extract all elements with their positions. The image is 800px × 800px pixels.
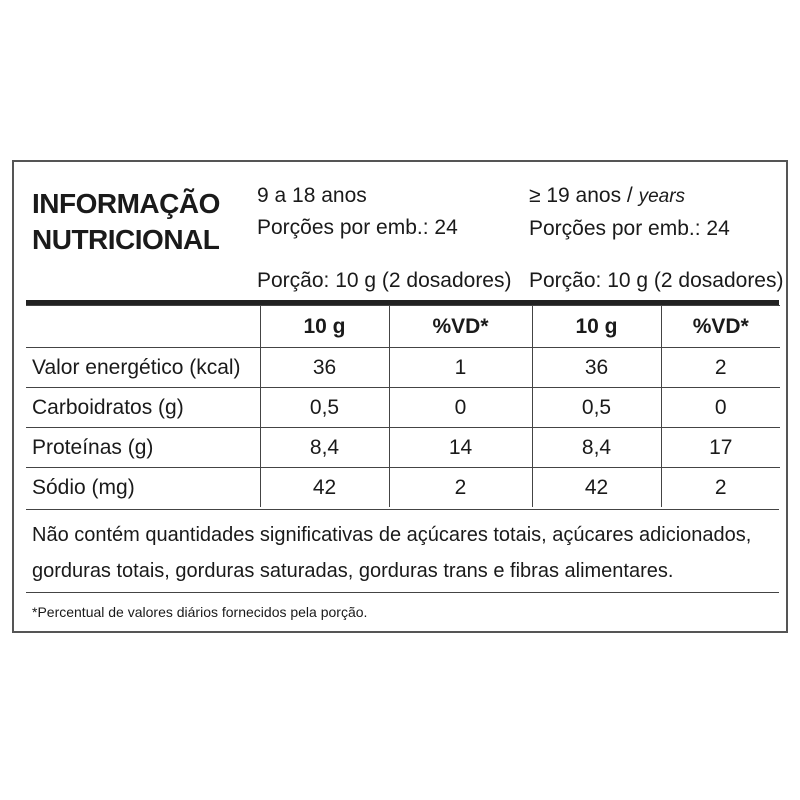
value-cell: 1 [389, 348, 532, 388]
group-2-portion: Porção: 10 g (2 dosadores) [529, 269, 784, 292]
note-line-1: Não contém quantidades significativas de açúcares totais, açúcares adicionados, [32, 524, 752, 546]
group-2-age-suffix: years [638, 186, 686, 207]
value-cell: 14 [389, 428, 532, 468]
table-row [26, 468, 780, 508]
title-line-2: NUTRICIONAL [32, 224, 220, 255]
table-row [26, 428, 780, 468]
value-cell: 0 [661, 388, 780, 428]
note-line-2: gorduras totais, gorduras saturadas, gorduras trans e fibras alimentares. [32, 560, 674, 582]
nutrient-name: Valor energético (kcal) [26, 348, 260, 388]
group-1-info [257, 180, 458, 244]
group-1-portion: Porção: 10 g (2 dosadores) [257, 269, 512, 292]
footnote: *Percentual de valores diários fornecidos pela porção. [32, 604, 368, 620]
column-header-empty [26, 306, 260, 348]
table-row [26, 348, 780, 388]
group-2-info [529, 180, 730, 245]
value-cell: 8,4 [260, 428, 389, 468]
nutrient-name: Proteínas (g) [26, 428, 260, 468]
table-row [26, 388, 780, 428]
value-cell: 2 [389, 468, 532, 508]
table-header-row [26, 306, 780, 348]
footnote-rule [26, 592, 779, 593]
value-cell: 17 [661, 428, 780, 468]
group-1-servings: Porções por emb.: 24 [257, 216, 458, 239]
nutrition-note [32, 517, 751, 589]
nutrient-name: Carboidratos (g) [26, 388, 260, 428]
value-cell: 2 [661, 468, 780, 508]
group-2-servings: Porções por emb.: 24 [529, 217, 730, 240]
panel-title [32, 186, 220, 258]
value-cell: 42 [532, 468, 661, 508]
value-cell: 36 [532, 348, 661, 388]
nutrition-facts-panel [12, 160, 788, 633]
value-cell: 36 [260, 348, 389, 388]
column-header-vd-2: %VD* [661, 306, 780, 348]
table-bottom-rule [26, 509, 779, 510]
column-header-portion-1: 10 g [260, 306, 389, 348]
value-cell: 0 [389, 388, 532, 428]
value-cell: 42 [260, 468, 389, 508]
nutrition-table [26, 305, 780, 507]
column-header-vd-1: %VD* [389, 306, 532, 348]
column-header-portion-2: 10 g [532, 306, 661, 348]
value-cell: 2 [661, 348, 780, 388]
value-cell: 0,5 [532, 388, 661, 428]
value-cell: 8,4 [532, 428, 661, 468]
group-1-age: 9 a 18 anos [257, 184, 367, 207]
nutrient-name: Sódio (mg) [26, 468, 260, 508]
title-line-1: INFORMAÇÃO [32, 188, 220, 219]
group-2-age: ≥ 19 anos / [529, 184, 639, 207]
value-cell: 0,5 [260, 388, 389, 428]
